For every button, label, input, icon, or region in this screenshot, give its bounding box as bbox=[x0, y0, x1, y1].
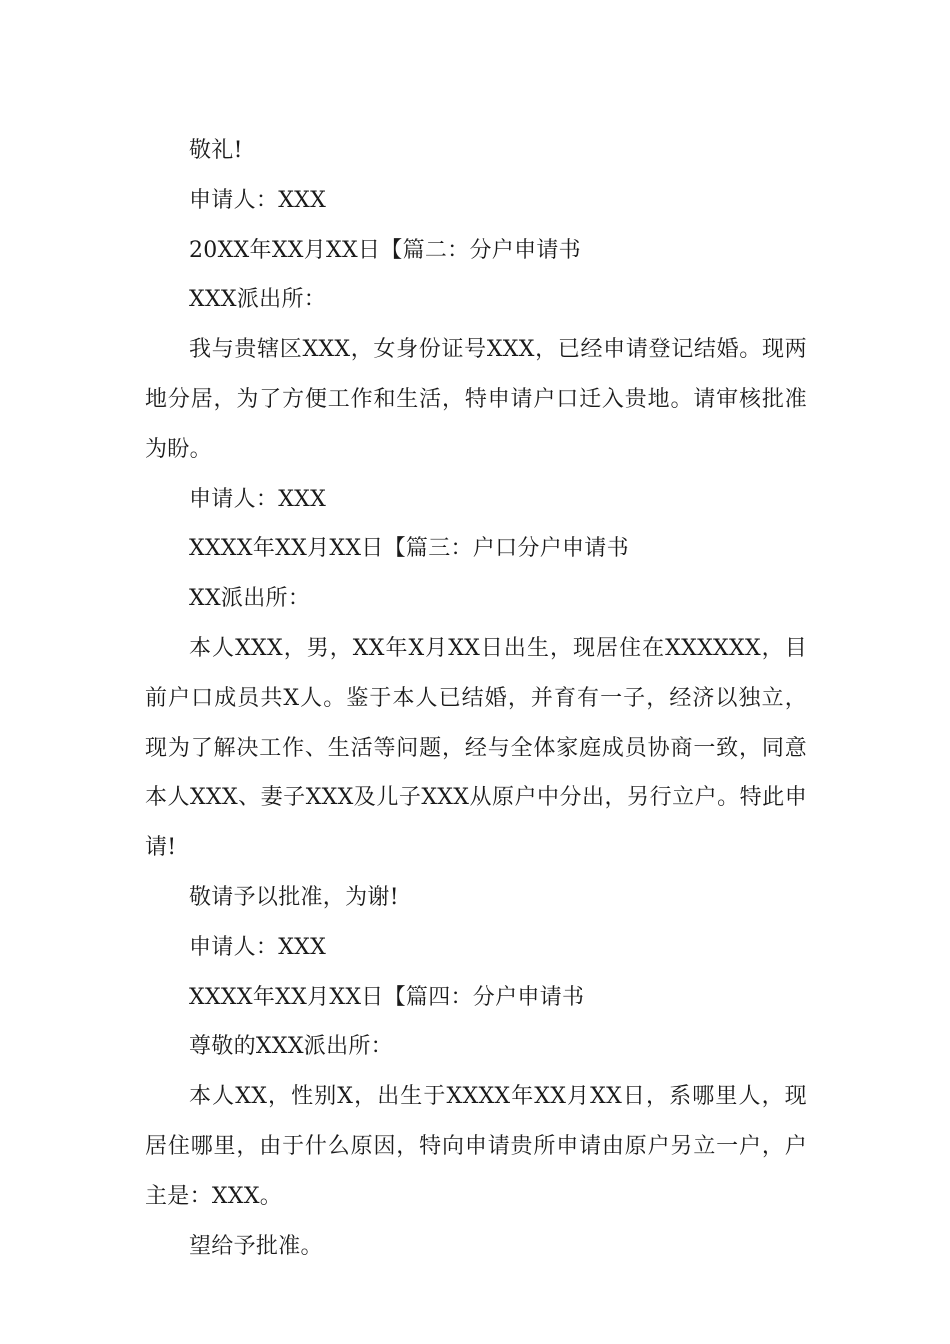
body-paragraph: 我与贵辖区XXX，女身份证号XXX，已经申请登记结婚。现两地分居，为了方便工作和生活，特申请户口迁入贵地。请审核批准为盼。 bbox=[145, 337, 807, 462]
request-line: 敬请予以批准，为谢! bbox=[189, 884, 399, 910]
body-paragraph: 本人XXX，男，XX年X月XX日出生，现居住在XXXXXX，目前户口成员共X人。鉴于本人已结婚，并育有一子，经济以独立，现为了解决工作、生活等问题，经与全体家庭成员协商一致，同意本人XXX、妻子XXX及儿子XXX从原户中分出，另行立户。特此申请! bbox=[145, 635, 807, 861]
applicant-line: 申请人：XXX bbox=[189, 934, 327, 960]
addressee-line: XX派出所： bbox=[189, 586, 311, 612]
document-body bbox=[145, 126, 807, 1271]
date-and-section-heading: 20XX年XX月XX日【篇二：分户申请书 bbox=[189, 237, 581, 263]
addressee-line: XXX派出所： bbox=[189, 287, 327, 313]
request-line: 望给予批准。 bbox=[189, 1233, 323, 1259]
applicant-line: 申请人：XXX bbox=[189, 486, 327, 512]
applicant-line: 申请人：XXX bbox=[189, 187, 327, 213]
date-and-section-heading: XXXX年XX月XX日【篇四：分户申请书 bbox=[189, 984, 585, 1010]
body-paragraph: 本人XX，性别X，出生于XXXX年XX月XX日，系哪里人，现居住哪里，由于什么原因，特向申请贵所申请由原户另立一户，户主是：XXX。 bbox=[145, 1084, 807, 1209]
date-and-section-heading: XXXX年XX月XX日【篇三：户口分户申请书 bbox=[189, 536, 629, 562]
closing-salutation: 敬礼! bbox=[189, 138, 243, 163]
addressee-line: 尊敬的XXX派出所： bbox=[189, 1034, 393, 1060]
